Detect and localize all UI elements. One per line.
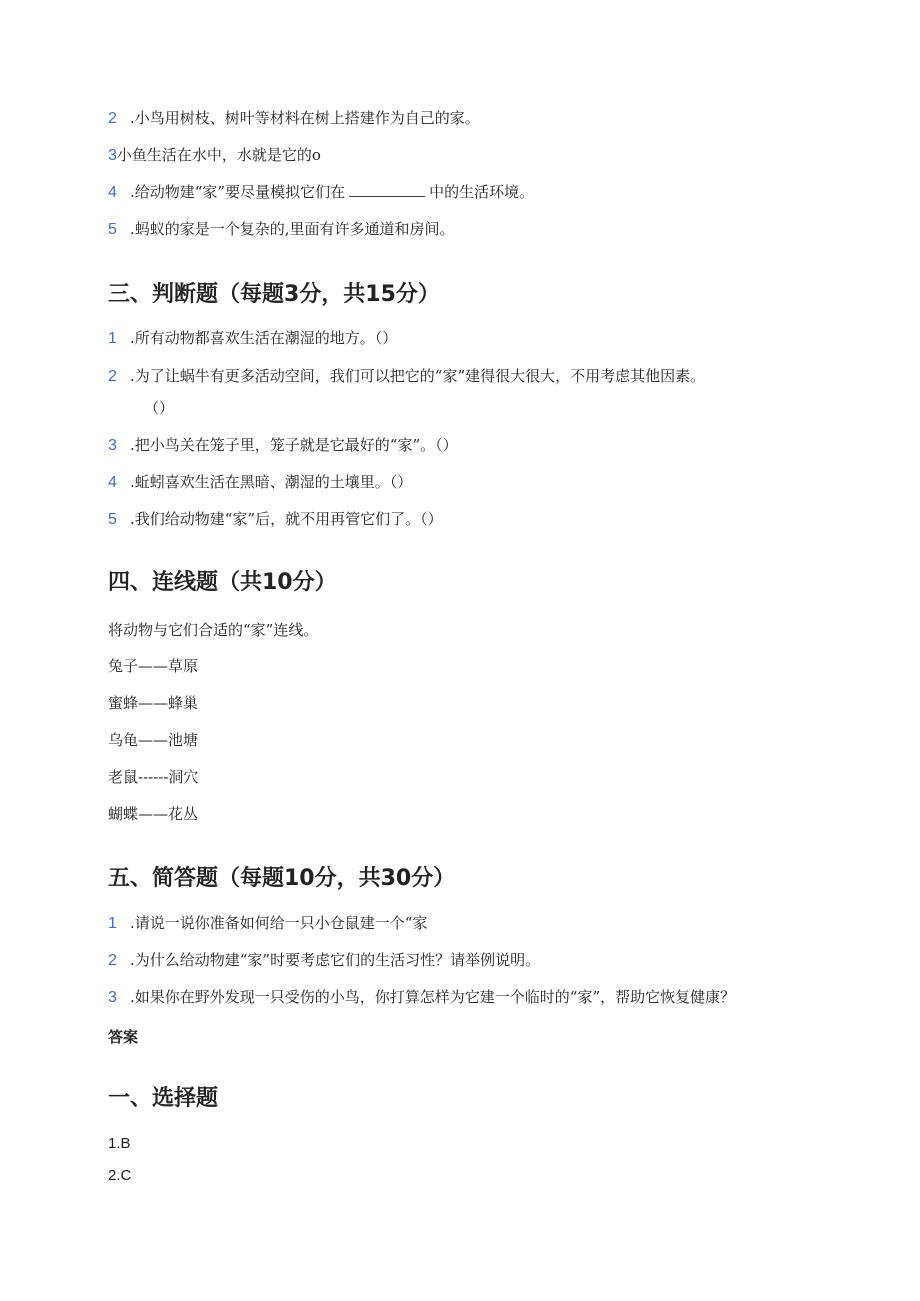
judge-item: [108, 366, 705, 387]
judge-item: [108, 472, 412, 493]
judge-item-cont: [144, 398, 174, 418]
match-pair: 乌龟——池塘: [108, 731, 199, 749]
item-text-continued: （）: [144, 399, 175, 417]
item-text: .所有动物都喜欢生活在潮湿的地方。（）: [130, 329, 398, 347]
item-text: .蚂蚁的家是一个复杂的,里面有许多通道和房间。: [130, 220, 455, 238]
match-pair: 兔子——草原: [108, 657, 199, 675]
short-answer-item: [108, 987, 735, 1008]
answer-blank: [349, 182, 425, 197]
item-text: 小鱼生活在水中，水就是它的o: [116, 146, 321, 164]
item-text-after: 中的生活环境。: [429, 183, 535, 201]
section-heading: 三、判断题（每题3分，共15分）: [108, 282, 440, 307]
instruction-text: 将动物与它们合适的“家”连线。: [108, 621, 319, 639]
short-answer-item: [108, 913, 427, 934]
item-text: .如果你在野外发现一只受伤的小鸟，你打算怎样为它建一个临时的“家”，帮助它恢复健康？: [130, 988, 736, 1006]
answers-section-heading: 一、选择题: [108, 1086, 219, 1111]
item-number: 5: [108, 511, 117, 528]
fill-item: [108, 182, 534, 203]
item-number: 3: [108, 147, 117, 164]
item-number: 3: [108, 989, 117, 1006]
answer-item: 1.B: [108, 1135, 131, 1152]
match-pair: 蝴蝶——花丛: [108, 805, 199, 823]
section-heading: 五、简答题（每题10分，共30分）: [108, 866, 456, 891]
match-pair: 蜜蜂——蜂巢: [108, 694, 199, 712]
item-text: .我们给动物建“家”后，就不用再管它们了。（）: [130, 510, 443, 528]
judge-item: [108, 509, 443, 530]
fill-item: [108, 145, 321, 166]
judge-item: [108, 435, 458, 456]
answers-label: 答案: [108, 1028, 139, 1046]
item-text: .把小鸟关在笼子里，笼子就是它最好的“家”。（）: [130, 436, 458, 454]
item-text-before: .给动物建“家”要尽量模拟它们在: [130, 183, 346, 201]
item-text: .蚯蚓喜欢生活在黑暗、潮湿的土壤里。（）: [130, 473, 413, 491]
section-heading: 四、连线题（共10分）: [108, 570, 337, 595]
item-number: 1: [108, 330, 117, 347]
item-number: 4: [108, 474, 117, 491]
item-text: .请说一说你准备如何给一只小仓鼠建一个“家: [130, 914, 428, 932]
judge-item: [108, 328, 397, 349]
item-number: 3: [108, 437, 117, 454]
fill-item: [108, 108, 480, 129]
short-answer-item: [108, 950, 540, 971]
item-number: 2: [108, 110, 117, 127]
fill-item: [108, 219, 455, 240]
item-number: 5: [108, 221, 117, 238]
item-number: 2: [108, 368, 117, 385]
item-text: .小鸟用树枝、树叶等材料在树上搭建作为自己的家。: [130, 109, 480, 127]
item-text: .为了让蜗牛有更多活动空间，我们可以把它的“家”建得很大很大，不用考虑其他因素。: [130, 367, 706, 385]
match-pair: 老鼠------洞穴: [108, 768, 199, 786]
item-number: 4: [108, 184, 117, 201]
item-number: 2: [108, 952, 117, 969]
item-text: .为什么给动物建“家”时要考虑它们的生活习性？请举例说明。: [130, 951, 541, 969]
answer-item: 2.C: [108, 1167, 132, 1184]
item-number: 1: [108, 915, 117, 932]
